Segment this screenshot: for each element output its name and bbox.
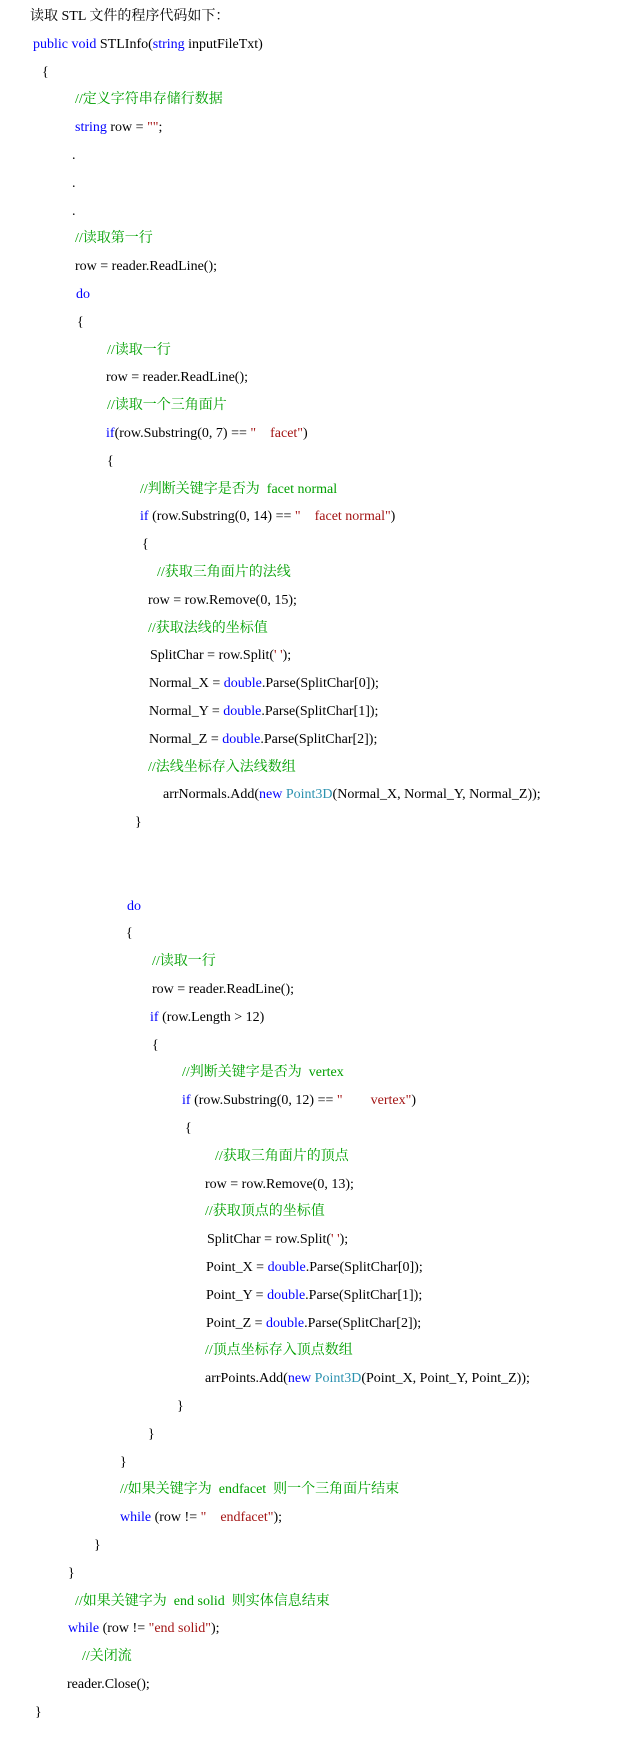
code-token-comment: //关闭流 <box>82 1649 132 1664</box>
code-token-plain: reader.Close(); <box>67 1677 150 1692</box>
code-token-plain: (row.Substring(0, 7) == <box>114 426 251 441</box>
code-token-comment: //如果关键字为 end solid 则实体信息结束 <box>75 1594 330 1609</box>
code-token-plain: ); <box>210 1621 220 1636</box>
code-token-plain: { <box>152 1038 159 1053</box>
code-token-plain: (Normal_X, Normal_Y, Normal_Z)); <box>332 787 541 802</box>
code-line <box>68 1565 75 1583</box>
code-line <box>152 981 294 999</box>
code-token-keyword: double <box>223 704 262 719</box>
code-token-keyword: if <box>106 426 115 441</box>
code-token-keyword: double <box>223 676 262 691</box>
code-line <box>205 1370 530 1388</box>
code-token-keyword: new <box>287 1371 312 1386</box>
code-token-comment: //获取三角面片的顶点 <box>215 1149 349 1164</box>
code-token-plain: { <box>126 926 133 941</box>
code-token-plain: (row.Substring(0, 12) == <box>190 1093 337 1108</box>
code-token-plain: .Parse(SplitChar[1]); <box>261 704 379 719</box>
code-token-plain: row = reader.ReadLine(); <box>152 982 294 997</box>
code-line <box>149 675 379 693</box>
code-token-keyword: do <box>127 899 141 914</box>
code-line <box>72 203 76 221</box>
code-token-keyword: while <box>120 1510 152 1525</box>
code-token-comment: //如果关键字为 endfacet 则一个三角面片结束 <box>120 1482 400 1497</box>
code-token-comment: //定义字符串存储行数据 <box>75 92 223 107</box>
code-line <box>206 1315 421 1333</box>
code-token-plain: .Parse(SplitChar[0]); <box>261 676 379 691</box>
code-token-comment: //获取三角面片的法线 <box>157 565 291 580</box>
code-token-plain: } <box>135 815 142 830</box>
code-token-plain: Normal_Z = <box>149 732 223 747</box>
code-token-comment: //读取一行 <box>107 343 171 358</box>
code-token-string: " vertex" <box>336 1093 412 1108</box>
code-token-keyword: do <box>76 287 90 302</box>
code-token-keyword: double <box>266 1316 305 1331</box>
code-line <box>177 1398 184 1416</box>
code-token-plain: arrNormals.Add( <box>163 787 260 802</box>
code-token-plain: ) <box>390 509 396 524</box>
code-token-comment: //读取第一行 <box>75 231 153 246</box>
code-line <box>107 453 114 471</box>
code-token-keyword: if <box>150 1010 159 1025</box>
code-line <box>94 1537 101 1555</box>
code-token-plain: SplitChar = row.Split( <box>207 1232 332 1247</box>
code-line <box>82 1648 132 1666</box>
code-token-comment: //顶点坐标存入顶点数组 <box>205 1343 353 1358</box>
code-line <box>106 369 248 387</box>
code-token-plain: (Point_X, Point_Y, Point_Z)); <box>361 1371 530 1386</box>
code-token-plain: ); <box>273 1510 283 1525</box>
code-line <box>72 147 76 165</box>
code-token-plain: Point_X = <box>206 1260 268 1275</box>
code-line <box>76 286 90 304</box>
code-line <box>150 1009 264 1027</box>
code-line <box>182 1064 344 1082</box>
code-token-plain: SplitChar = row.Split( <box>150 648 275 663</box>
code-token-keyword: public void <box>33 37 100 52</box>
code-token-plain: { <box>42 65 49 80</box>
code-token-plain: } <box>68 1566 75 1581</box>
code-token-plain: . <box>72 148 76 163</box>
code-line <box>205 1203 325 1221</box>
code-line <box>149 731 377 749</box>
code-token-plain: ) <box>303 426 308 441</box>
code-line <box>157 564 291 582</box>
code-line <box>163 786 541 804</box>
code-token-string: "" <box>147 120 159 135</box>
code-token-string: ' ' <box>274 648 283 663</box>
code-token-plain: row = <box>106 120 148 135</box>
code-token-comment: //读取一个三角面片 <box>107 398 227 413</box>
code-token-plain: { <box>185 1121 192 1136</box>
code-line <box>67 1676 150 1694</box>
code-line <box>127 898 141 916</box>
code-line <box>135 814 142 832</box>
code-token-plain: row = row.Remove(0, 13); <box>205 1177 354 1192</box>
code-token-keyword: double <box>222 732 261 747</box>
code-line <box>149 703 378 721</box>
code-token-keyword: if <box>182 1093 191 1108</box>
code-token-plain: } <box>177 1399 184 1414</box>
code-token-string: " facet normal" <box>294 509 391 524</box>
code-token-plain: { <box>142 537 149 552</box>
code-token-string: " endfacet" <box>200 1510 274 1525</box>
code-token-keyword: while <box>68 1621 100 1636</box>
code-token-plain: (row.Substring(0, 14) == <box>148 509 295 524</box>
code-line <box>206 1259 423 1277</box>
intro-text <box>30 8 229 26</box>
code-token-plain: . <box>72 176 76 191</box>
code-token-plain: Normal_X = <box>149 676 224 691</box>
code-token-keyword: double <box>267 1288 306 1303</box>
code-token-plain: (row.Length > 12) <box>158 1010 265 1025</box>
code-token-string: ' ' <box>331 1232 340 1247</box>
code-line <box>120 1481 399 1499</box>
code-token-keyword: new <box>259 787 283 802</box>
code-line <box>33 36 263 54</box>
code-line <box>140 508 395 526</box>
code-token-plain: } <box>120 1455 127 1470</box>
code-line <box>42 64 49 82</box>
code-line <box>126 925 133 943</box>
code-line <box>148 759 296 777</box>
code-line <box>205 1176 354 1194</box>
code-token-plain: ); <box>282 648 292 663</box>
code-token-keyword: string <box>75 120 107 135</box>
code-token-plain: row = row.Remove(0, 15); <box>148 593 297 608</box>
code-token-plain: STLInfo( <box>99 37 153 52</box>
code-token-keyword: double <box>267 1260 306 1275</box>
code-token-plain: ); <box>339 1232 349 1247</box>
code-line <box>152 953 216 971</box>
code-line <box>205 1342 353 1360</box>
code-line <box>148 620 268 638</box>
code-line <box>185 1120 192 1138</box>
code-line <box>207 1231 348 1249</box>
code-token-plain: } <box>94 1538 101 1553</box>
code-token-string: " facet" <box>250 426 304 441</box>
code-line <box>75 258 217 276</box>
code-line <box>68 1620 220 1638</box>
code-token-plain: Point_Z = <box>206 1316 267 1331</box>
code-line <box>120 1509 282 1527</box>
code-line <box>182 1092 416 1110</box>
code-token-comment: //获取法线的坐标值 <box>148 621 268 636</box>
code-token-plain: ; <box>158 120 163 135</box>
code-token-plain: Normal_Y = <box>149 704 224 719</box>
code-token-plain: (row != <box>99 1621 149 1636</box>
code-line <box>35 1704 42 1722</box>
code-token-keyword: if <box>140 509 149 524</box>
code-line <box>75 1593 330 1611</box>
code-token-plain: .Parse(SplitChar[2]); <box>260 732 378 747</box>
code-line <box>75 119 162 137</box>
code-line <box>206 1287 422 1305</box>
code-token-type: Point3D <box>285 787 333 802</box>
code-line <box>140 481 337 499</box>
code-token-plain: { <box>77 315 84 330</box>
code-token-plain: Point_Y = <box>206 1288 268 1303</box>
code-token-plain: } <box>35 1705 42 1720</box>
code-token-plain: .Parse(SplitChar[0]); <box>305 1260 423 1275</box>
code-token-plain: row = reader.ReadLine(); <box>106 370 248 385</box>
code-token-plain: (row != <box>151 1510 201 1525</box>
code-token-comment: //判断关键字是否为 vertex <box>182 1065 344 1080</box>
code-token-plain: inputFileTxt) <box>184 37 263 52</box>
code-line <box>120 1454 127 1472</box>
code-token-comment: //判断关键字是否为 facet normal <box>140 482 338 497</box>
code-token-plain: ) <box>411 1093 416 1108</box>
code-token-plain: . <box>72 204 76 219</box>
code-token-plain: arrPoints.Add( <box>205 1371 288 1386</box>
code-line <box>148 592 297 610</box>
code-token-string: "end solid" <box>148 1621 211 1636</box>
code-line <box>107 397 227 415</box>
code-line <box>106 425 308 443</box>
code-line <box>148 1426 155 1444</box>
code-token-comment: //法线坐标存入法线数组 <box>148 760 296 775</box>
code-line <box>77 314 84 332</box>
code-token-comment: //读取一行 <box>152 954 216 969</box>
code-line <box>150 647 291 665</box>
code-line <box>75 91 223 109</box>
code-line <box>107 342 171 360</box>
code-line <box>152 1037 159 1055</box>
code-line <box>142 536 149 554</box>
code-token-plain: } <box>148 1427 155 1442</box>
code-token-plain: 读取 STL 文件的程序代码如下： <box>30 9 230 24</box>
code-token-plain: .Parse(SplitChar[1]); <box>305 1288 423 1303</box>
code-token-comment: //获取顶点的坐标值 <box>205 1204 325 1219</box>
code-token-plain: .Parse(SplitChar[2]); <box>304 1316 422 1331</box>
code-token-plain: { <box>107 454 114 469</box>
code-line <box>72 175 76 193</box>
code-line <box>215 1148 349 1166</box>
code-line <box>75 230 153 248</box>
code-token-type: Point3D <box>314 1371 362 1386</box>
code-token-keyword: string <box>152 37 185 52</box>
code-token-plain: row = reader.ReadLine(); <box>75 259 217 274</box>
